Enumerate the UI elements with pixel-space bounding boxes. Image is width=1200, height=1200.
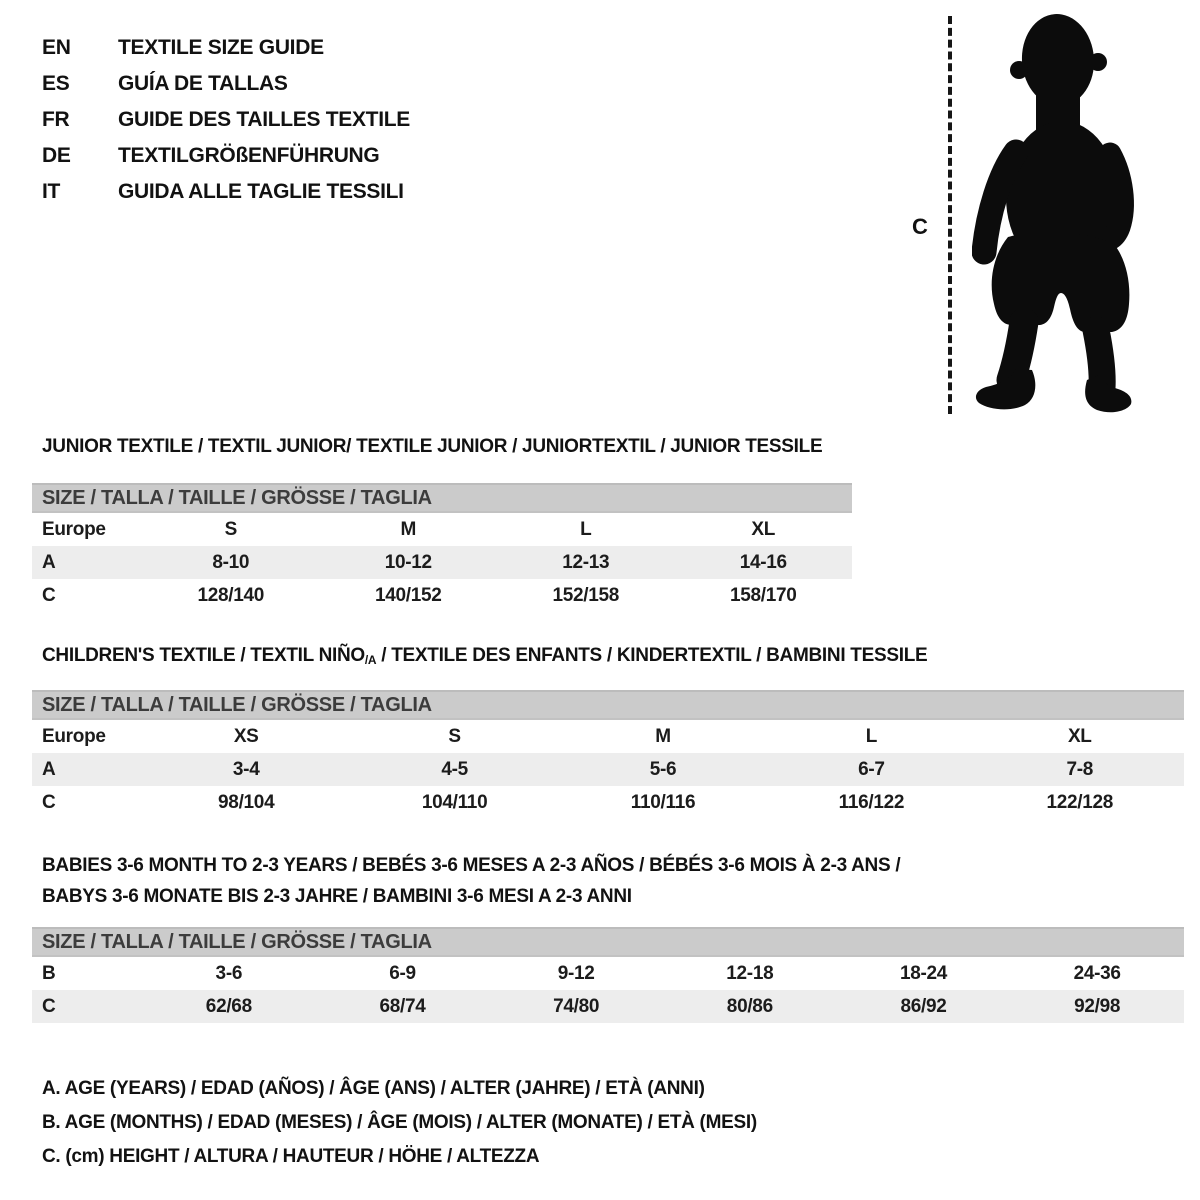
junior-section-heading: JUNIOR TEXTILE / TEXTIL JUNIOR/ TEXTILE JUNIOR / JUNIORTEXTIL / JUNIOR TESSILE [42, 436, 823, 457]
babies-section-heading [42, 850, 900, 912]
table-cell: 9-12 [557, 963, 595, 984]
table-row [32, 579, 852, 612]
table-cell: 128/140 [197, 585, 265, 606]
row-label: C [42, 585, 56, 606]
table-cell: L [580, 519, 592, 540]
row-label: A [42, 552, 56, 573]
table-cell: 74/80 [553, 996, 600, 1017]
toddler-silhouette-icon [972, 12, 1144, 417]
table-cell: 4-5 [441, 759, 468, 780]
size-header-bar: SIZE / TALLA / TAILLE / GRÖSSE / TAGLIA [32, 927, 1184, 957]
table-cell: XL [1067, 726, 1092, 747]
language-title: GUIDE DES TAILLES TEXTILE [118, 108, 410, 131]
row-label: C [42, 996, 56, 1017]
row-label: Europe [42, 726, 106, 747]
table-cell: 152/158 [552, 585, 620, 606]
children-heading-text: CHILDREN'S TEXTILE / TEXTIL NIÑO [42, 645, 365, 666]
language-row [42, 30, 410, 66]
table-cell: 24-36 [1073, 963, 1121, 984]
language-code: ES [42, 72, 70, 95]
table-cell: S [448, 726, 461, 747]
language-code: FR [42, 108, 70, 131]
table-cell: 98/104 [218, 792, 275, 813]
table-cell: 110/116 [630, 792, 696, 813]
table-cell: 68/74 [379, 996, 426, 1017]
note-height-cm: C. (cm) HEIGHT / ALTURA / HAUTEUR / HÖHE / ALTEZZA [42, 1146, 540, 1167]
table-row [32, 786, 1184, 819]
language-row [42, 102, 410, 138]
table-cell: 5-6 [649, 759, 677, 780]
language-title-list [42, 30, 410, 210]
table-cell: 86/92 [900, 996, 947, 1017]
table-cell: 62/68 [205, 996, 252, 1017]
table-row [32, 513, 852, 546]
table-cell: 116/122 [838, 792, 905, 813]
row-label: Europe [42, 519, 106, 540]
language-title: GUÍA DE TALLAS [118, 72, 288, 95]
note-age-months: B. AGE (MONTHS) / EDAD (MESES) / ÂGE (MOIS) / ALTER (MONATE) / ETÀ (MESI) [42, 1112, 757, 1133]
table-cell: 80/86 [726, 996, 773, 1017]
table-cell: 14-16 [739, 552, 787, 573]
height-dashed-line [948, 16, 952, 414]
table-cell: 12-18 [726, 963, 774, 984]
children-section-heading [42, 645, 927, 667]
note-age-years: A. AGE (YEARS) / EDAD (AÑOS) / ÂGE (ANS) / ALTER (JAHRE) / ETÀ (ANNI) [42, 1078, 705, 1099]
table-cell: 18-24 [899, 963, 948, 984]
table-cell: 140/152 [374, 585, 442, 606]
table-cell: 6-7 [858, 759, 885, 780]
table-cell: 104/110 [421, 792, 488, 813]
table-cell: 10-12 [384, 552, 432, 573]
row-label: A [42, 759, 56, 780]
table-cell: XS [233, 726, 259, 747]
language-row [42, 174, 410, 210]
children-heading-text: / TEXTILE DES ENFANTS / KINDERTEXTIL / BAMBINI TESSILE [376, 645, 928, 666]
language-code: IT [42, 180, 61, 203]
babies-size-table [32, 927, 1184, 1023]
size-header-bar: SIZE / TALLA / TAILLE / GRÖSSE / TAGLIA [32, 483, 852, 513]
table-cell: 158/170 [729, 585, 797, 606]
children-heading-subscript: /A [364, 653, 377, 667]
children-size-table [32, 690, 1184, 819]
table-cell: 92/98 [1074, 996, 1121, 1017]
legend-notes [42, 1072, 757, 1174]
table-cell: 3-4 [232, 759, 260, 780]
babies-heading-line1: BABIES 3-6 MONTH TO 2-3 YEARS / BEBÉS 3-6 MESES A 2-3 AÑOS / BÉBÉS 3-6 MOIS À 2-3 ANS / [42, 855, 901, 876]
babies-heading-line2: BABYS 3-6 MONATE BIS 2-3 JAHRE / BAMBINI 3-6 MESI A 2-3 ANNI [42, 886, 632, 907]
language-title: TEXTILGRÖßENFÜHRUNG [118, 144, 380, 167]
language-code: DE [42, 144, 71, 167]
row-label: C [42, 792, 56, 813]
table-cell: 12-13 [562, 552, 610, 573]
table-row [32, 720, 1184, 753]
language-title: TEXTILE SIZE GUIDE [118, 36, 324, 59]
language-code: EN [42, 36, 71, 59]
table-row [32, 990, 1184, 1023]
row-label: B [42, 963, 56, 984]
table-cell: 8-10 [212, 552, 250, 573]
table-cell: 6-9 [389, 963, 416, 984]
height-measure-label: C [912, 214, 928, 239]
size-header-bar: SIZE / TALLA / TAILLE / GRÖSSE / TAGLIA [32, 690, 1184, 720]
table-cell: M [655, 726, 671, 747]
language-title: GUIDA ALLE TAGLIE TESSILI [118, 180, 404, 203]
table-cell: L [865, 726, 878, 747]
table-cell: 7-8 [1066, 759, 1094, 780]
table-cell: XL [751, 519, 776, 540]
table-cell: M [400, 519, 417, 540]
table-cell: S [224, 519, 237, 540]
table-row [32, 753, 1184, 786]
table-row [32, 957, 1184, 990]
junior-size-table [32, 483, 852, 612]
table-cell: 122/128 [1046, 792, 1114, 813]
table-cell: 3-6 [215, 963, 243, 984]
language-row [42, 66, 410, 102]
language-row [42, 138, 410, 174]
table-row [32, 546, 852, 579]
